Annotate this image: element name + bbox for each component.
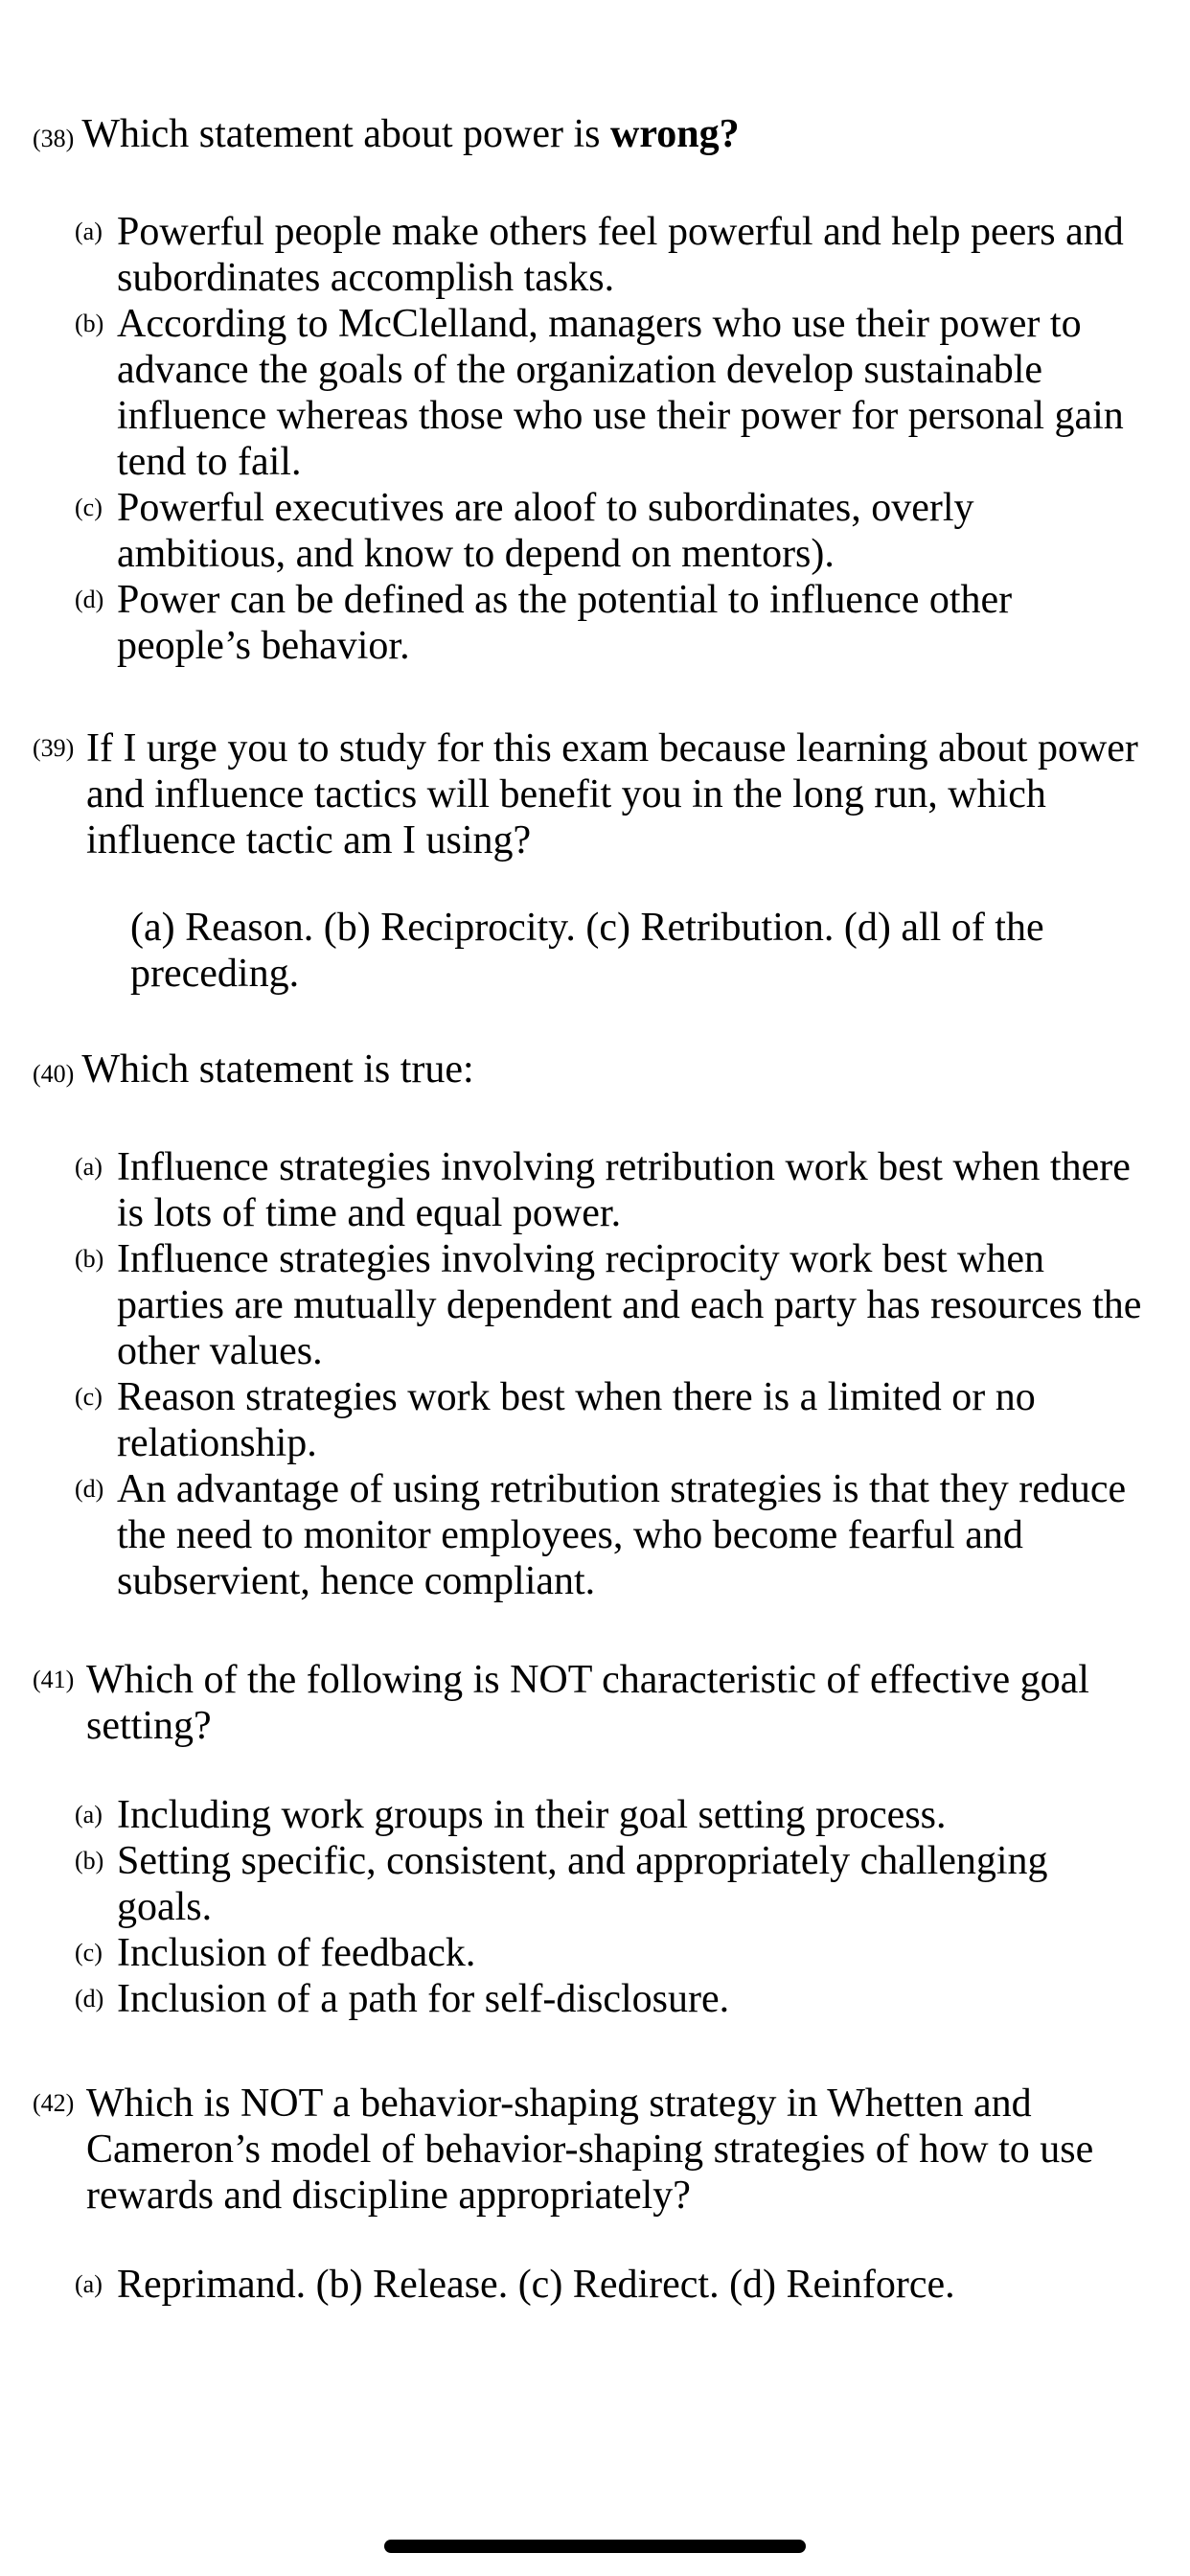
option-label: (c): [75, 494, 103, 521]
option-label: (b): [75, 1847, 104, 1874]
option-label: (c): [75, 1383, 103, 1411]
question-text: [81, 112, 739, 156]
option-a: [75, 1792, 1148, 1838]
option-label: (a): [75, 1801, 103, 1828]
option-label: (d): [75, 1985, 104, 2012]
option-text: Including work groups in their goal setting process.: [117, 1793, 947, 1837]
option-b: [75, 1236, 1148, 1374]
option-label: (d): [75, 1475, 104, 1503]
question-39: [33, 721, 1163, 863]
answer-line: [75, 2262, 1148, 2308]
answers-39: [130, 905, 1088, 997]
option-d: [75, 1976, 1148, 2022]
option-text: Powerful executives are aloof to subordinates, overly ambitious, and know to depend on mentors).: [117, 486, 974, 576]
option-label: (c): [75, 1939, 103, 1966]
question-40: [33, 1046, 1163, 1097]
option-a: [75, 209, 1148, 301]
question-number: (42): [33, 2089, 75, 2117]
question-38: [33, 111, 1163, 162]
answer-choices: (a) Reason. (b) Reciprocity. (c) Retribution. (d) all of the preceding.: [130, 906, 1044, 996]
question-number: (40): [33, 1060, 75, 1088]
option-text: Setting specific, consistent, and appropriately challenging goals.: [117, 1839, 1048, 1929]
option-label: (a): [75, 1153, 103, 1181]
option-text: Inclusion of feedback.: [117, 1931, 476, 1975]
option-c: [75, 1374, 1148, 1466]
option-c: [75, 485, 1148, 577]
option-b: [75, 1838, 1148, 1930]
question-text: Which statement is true:: [81, 1047, 474, 1092]
option-text: An advantage of using retribution strategies is that they reduce the need to monitor employees, who become fearful and subservient, hence compliant.: [117, 1467, 1127, 1603]
option-text: According to McClelland, managers who use their power to advance the goals of the organization develop sustainable influence whereas those who use their power for personal gain tend to fail.: [117, 302, 1124, 484]
question-text: Which of the following is NOT characteristic of effective goal setting?: [86, 1658, 1089, 1748]
answer-choices: Reprimand. (b) Release. (c) Redirect. (d) Reinforce.: [117, 2263, 955, 2307]
option-label: (a): [75, 2270, 103, 2298]
option-a: [75, 1144, 1148, 1236]
option-d: [75, 1466, 1148, 1604]
options-list-40: [75, 1144, 1148, 1604]
options-list-41: [75, 1792, 1148, 2022]
question-number: (41): [33, 1666, 75, 1693]
option-label: (d): [75, 586, 104, 613]
options-list-38: [75, 209, 1148, 669]
option-d: [75, 577, 1148, 669]
question-text-emphasis: wrong?: [610, 112, 740, 156]
question-42: [33, 2076, 1163, 2219]
home-indicator[interactable]: [384, 2540, 806, 2553]
question-text: If I urge you to study for this exam because learning about power and influence tactics will benefit you in the long run, which influence tactic am I using?: [86, 726, 1138, 862]
option-label: (b): [75, 310, 104, 337]
option-text: Influence strategies involving reciprocity work best when parties are mutually dependent and each party has resources the other values.: [117, 1237, 1142, 1373]
question-41: [33, 1652, 1163, 1749]
question-text: Which is NOT a behavior-shaping strategy in Whetten and Cameron’s model of behavior-shaping strategies of how to use rewards and discipline appropriately?: [86, 2082, 1094, 2218]
option-text: Reason strategies work best when there is a limited or no relationship.: [117, 1375, 1036, 1465]
option-b: [75, 301, 1148, 485]
question-number: (39): [33, 734, 75, 762]
question-number: (38): [33, 125, 75, 152]
question-text-part: Which statement about power is: [81, 112, 611, 156]
option-text: Powerful people make others feel powerful and help peers and subordinates accomplish tasks.: [117, 210, 1124, 300]
option-label: (b): [75, 1245, 104, 1273]
answers-42: [75, 2262, 1148, 2308]
option-text: Power can be defined as the potential to influence other people’s behavior.: [117, 578, 1013, 668]
option-text: Inclusion of a path for self-disclosure.: [117, 1977, 730, 2021]
option-c: [75, 1930, 1148, 1976]
option-text: Influence strategies involving retribution work best when there is lots of time and equal power.: [117, 1145, 1131, 1235]
option-label: (a): [75, 218, 103, 245]
